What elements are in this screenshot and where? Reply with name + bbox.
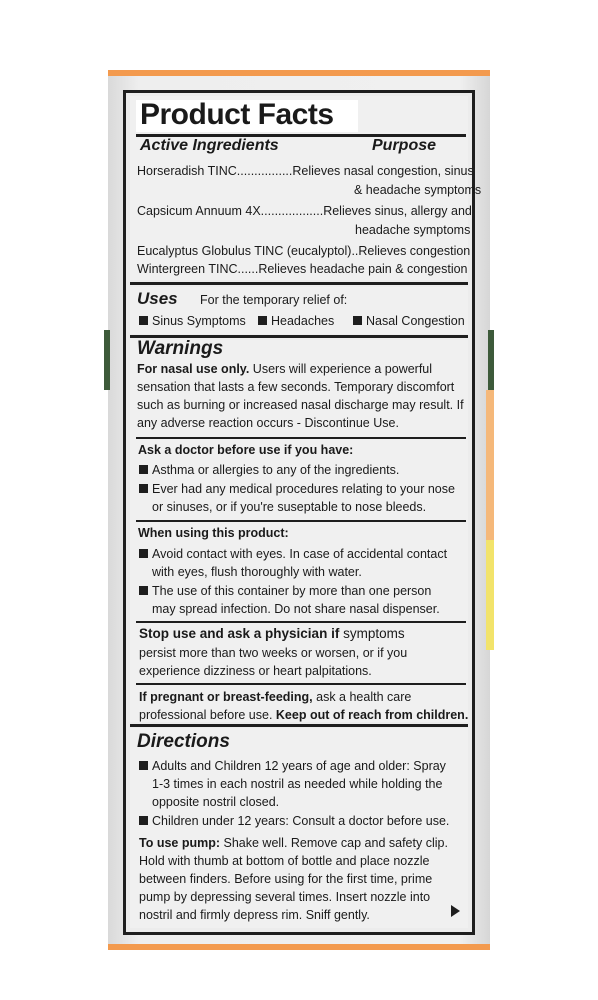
ask-heading: Ask a doctor before use if you have: <box>138 443 354 457</box>
active-line: Eucalyptus Globulus TINC (eucalyptol)..Relieves congestion <box>137 244 471 258</box>
bullet-square-icon <box>139 586 148 595</box>
active-line: Wintergreen TINC......Relieves headache pain & congestion <box>137 262 468 276</box>
box-edge-left <box>104 330 110 390</box>
uses-item: Headaches <box>258 312 334 330</box>
directions-line: Adults and Children 12 years of age and older: Spray <box>139 757 446 775</box>
active-line: headache symptoms <box>355 223 471 237</box>
pregnant-line: If pregnant or breast-feeding, ask a health care <box>139 690 412 704</box>
ask-line: Asthma or allergies to any of the ingredients. <box>139 461 399 479</box>
active-line: Capsicum Annuum 4X..................Relieves sinus, allergy and <box>137 204 472 218</box>
stop-line: persist more than two weeks or worsen, or if you <box>139 646 408 660</box>
ask-line: Ever had any medical procedures relating to your nose <box>139 480 455 498</box>
bullet-square-icon <box>139 484 148 493</box>
divider <box>136 683 466 685</box>
bullet-square-icon <box>353 316 362 325</box>
ask-line: or sinuses, or if you're suseptable to nose bleeds. <box>152 500 427 514</box>
active-line: Horseradish TINC................Relieves nasal congestion, sinus <box>137 164 474 178</box>
continue-arrow-icon <box>451 905 460 917</box>
divider <box>130 282 468 285</box>
pregnant-line: professional before use. Keep out of reach from children. <box>139 708 469 722</box>
pump-line: To use pump: Shake well. Remove cap and safety clip. <box>139 836 448 850</box>
when-heading: When using this product: <box>138 526 289 540</box>
page-title: Product Facts <box>140 98 334 131</box>
warning-nasal-line: such as burning or increased nasal discharge may result. If <box>137 398 464 412</box>
active-heading: Active Ingredients <box>140 137 279 154</box>
when-line: The use of this container by more than one person <box>139 582 431 600</box>
bullet-square-icon <box>139 549 148 558</box>
warning-nasal-line: For nasal use only. Users will experience a powerful <box>137 362 433 376</box>
bullet-square-icon <box>258 316 267 325</box>
pump-line: Hold with thumb at bottom of bottle and place nozzle <box>139 854 430 868</box>
when-line: Avoid contact with eyes. In case of accidental contact <box>139 545 447 563</box>
divider <box>136 437 466 439</box>
divider <box>130 724 468 727</box>
directions-line: Children under 12 years: Consult a doctor before use. <box>139 812 449 830</box>
warning-nasal-line: sensation that lasts a few seconds. Temporary discomfort <box>137 380 455 394</box>
box-edge-right-yellow <box>486 540 494 650</box>
warning-nasal-line: any adverse reaction occurs - Discontinue Use. <box>137 416 399 430</box>
directions-line: 1-3 times in each nostril as needed while holding the <box>152 777 443 791</box>
purpose-heading: Purpose <box>372 137 437 154</box>
uses-item: Nasal Congestion <box>353 312 465 330</box>
pump-line: pump by depressing several times. Insert nozzle into <box>139 890 431 904</box>
when-line: may spread infection. Do not share nasal dispenser. <box>152 602 440 616</box>
divider <box>136 520 466 522</box>
bullet-square-icon <box>139 816 148 825</box>
uses-intro: For the temporary relief of: <box>200 293 348 307</box>
stop-line: experience dizziness or heart palpitations. <box>139 664 372 678</box>
active-line: & headache symptoms <box>354 183 482 197</box>
box-edge-right <box>488 330 494 390</box>
bullet-square-icon <box>139 761 148 770</box>
directions-line: opposite nostril closed. <box>152 795 280 809</box>
pump-line: between finders. Before using for the first time, prime <box>139 872 433 886</box>
divider <box>136 621 466 623</box>
warnings-heading: Warnings <box>137 338 224 359</box>
stop-line: Stop use and ask a physician if symptoms <box>139 626 405 641</box>
bullet-square-icon <box>139 316 148 325</box>
uses-heading: Uses <box>137 289 178 308</box>
uses-item: Sinus Symptoms <box>139 312 246 330</box>
pump-line: nostril and firmly depress rim. Sniff gently. <box>139 908 370 922</box>
when-line: with eyes, flush thoroughly with water. <box>152 565 362 579</box>
box-edge-right-orange <box>486 390 494 540</box>
directions-heading: Directions <box>137 731 230 752</box>
bullet-square-icon <box>139 465 148 474</box>
